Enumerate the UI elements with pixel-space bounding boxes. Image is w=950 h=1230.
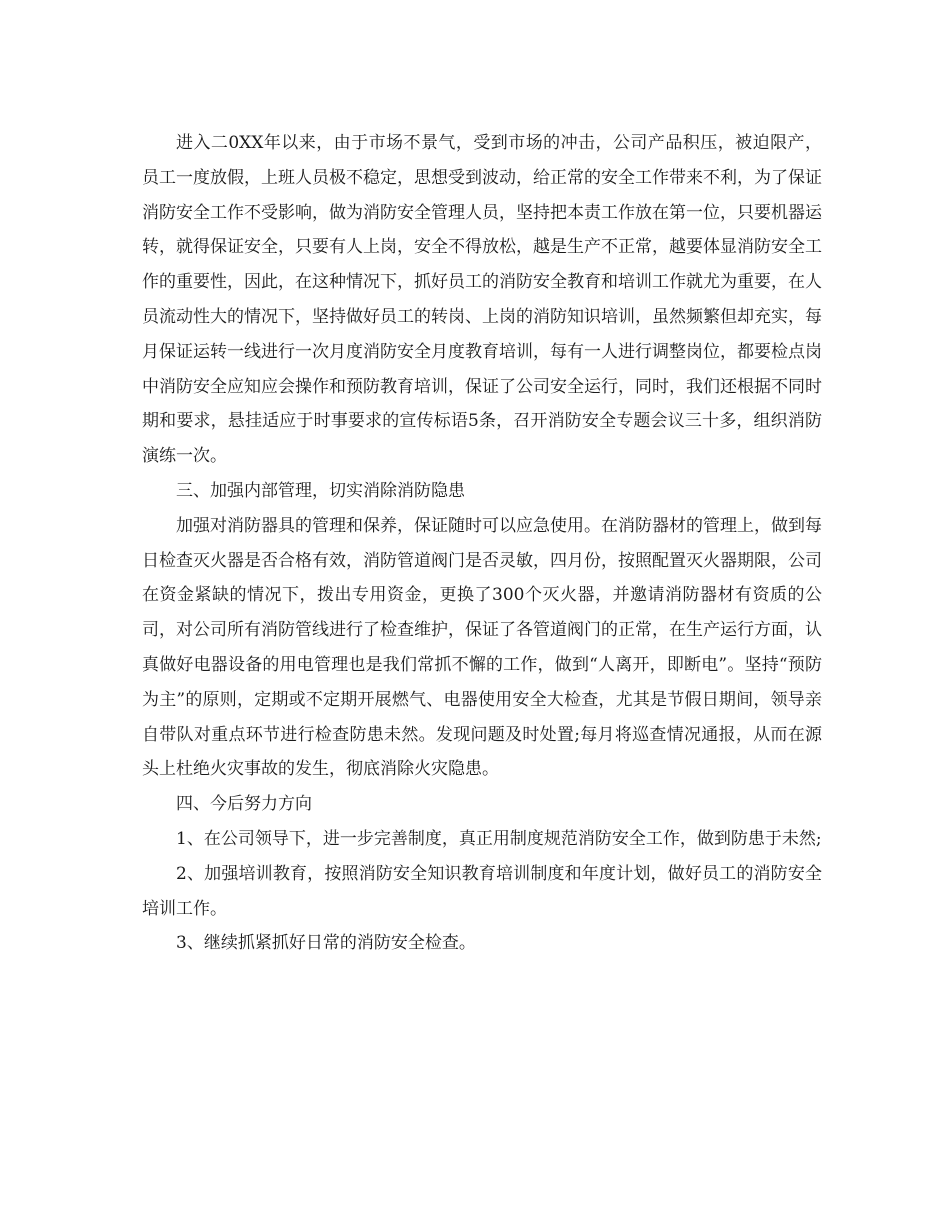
section-heading-internal-management: 三、加强内部管理，切实消除消防隐患 <box>176 480 465 501</box>
section-heading-future-direction: 四、今后努力方向 <box>176 794 312 815</box>
list-item-improve-system: 1、在公司领导下，进一步完善制度，真正用制度规范消防安全工作，做到防患于未然; <box>176 828 822 849</box>
list-item-strengthen-training: 2、加强培训教育，按照消防安全知识教育培训制度和年度计划，做好员工的消防安全培训工作。 <box>142 863 822 919</box>
paragraph-equipment-management: 加强对消防器具的管理和保养，保证随时可以应急使用。在消防器材的管理上，做到每日检查灭火器是否合格有效，消防管道阀门是否灵敏，四月份，按照配置灭火器期限，公司在资金紧缺的情况下，拨出专用资金，更换了300个灭火器，并邀请消防器材有资质的公司，对公司所有消防管线进行了检查维护，保证了各管道阀门的正常，在生产运行方面，认真做好电器设备的用电管理也是我们常抓不懈的工作，做到“人离开，即断电”。坚持“预防为主”的原则，定期或不定期开展燃气、电器使用安全大检查，尤其是节假日期间，领导亲自带队对重点环节进行检查防患未然。发现问题及时处置;每月将巡查情况通报，从而在源头上杜绝火灾事故的发生，彻底消除火灾隐患。 <box>142 515 822 780</box>
list-item-daily-inspection: 3、继续抓紧抓好日常的消防安全检查。 <box>176 933 476 954</box>
document-body <box>142 126 822 961</box>
paragraph-work-summary: 进入二0XX年以来，由于市场不景气，受到市场的冲击，公司产品积压，被迫限产，员工一度放假，上班人员极不稳定，思想受到波动，给正常的安全工作带来不利，为了保证消防安全工作不受影响，做为消防安全管理人员，坚持把本责工作放在第一位，只要机器运转，就得保证安全，只要有人上岗，安全不得放松，越是生产不正常，越要体显消防安全工作的重要性，因此，在这种情况下，抓好员工的消防安全教育和培训工作就尤为重要，在人员流动性大的情况下，坚持做好员工的转岗、上岗的消防知识培训，虽然频繁但却充实，每月保证运转一线进行一次月度消防安全月度教育培训，每有一人进行调整岗位，都要检点岗中消防安全应知应会操作和预防教育培训，保证了公司安全运行，同时，我们还根据不同时期和要求，悬挂适应于时事要求的宣传标语5条，召开消防安全专题会议三十多，组织消防演练一次。 <box>142 133 822 467</box>
